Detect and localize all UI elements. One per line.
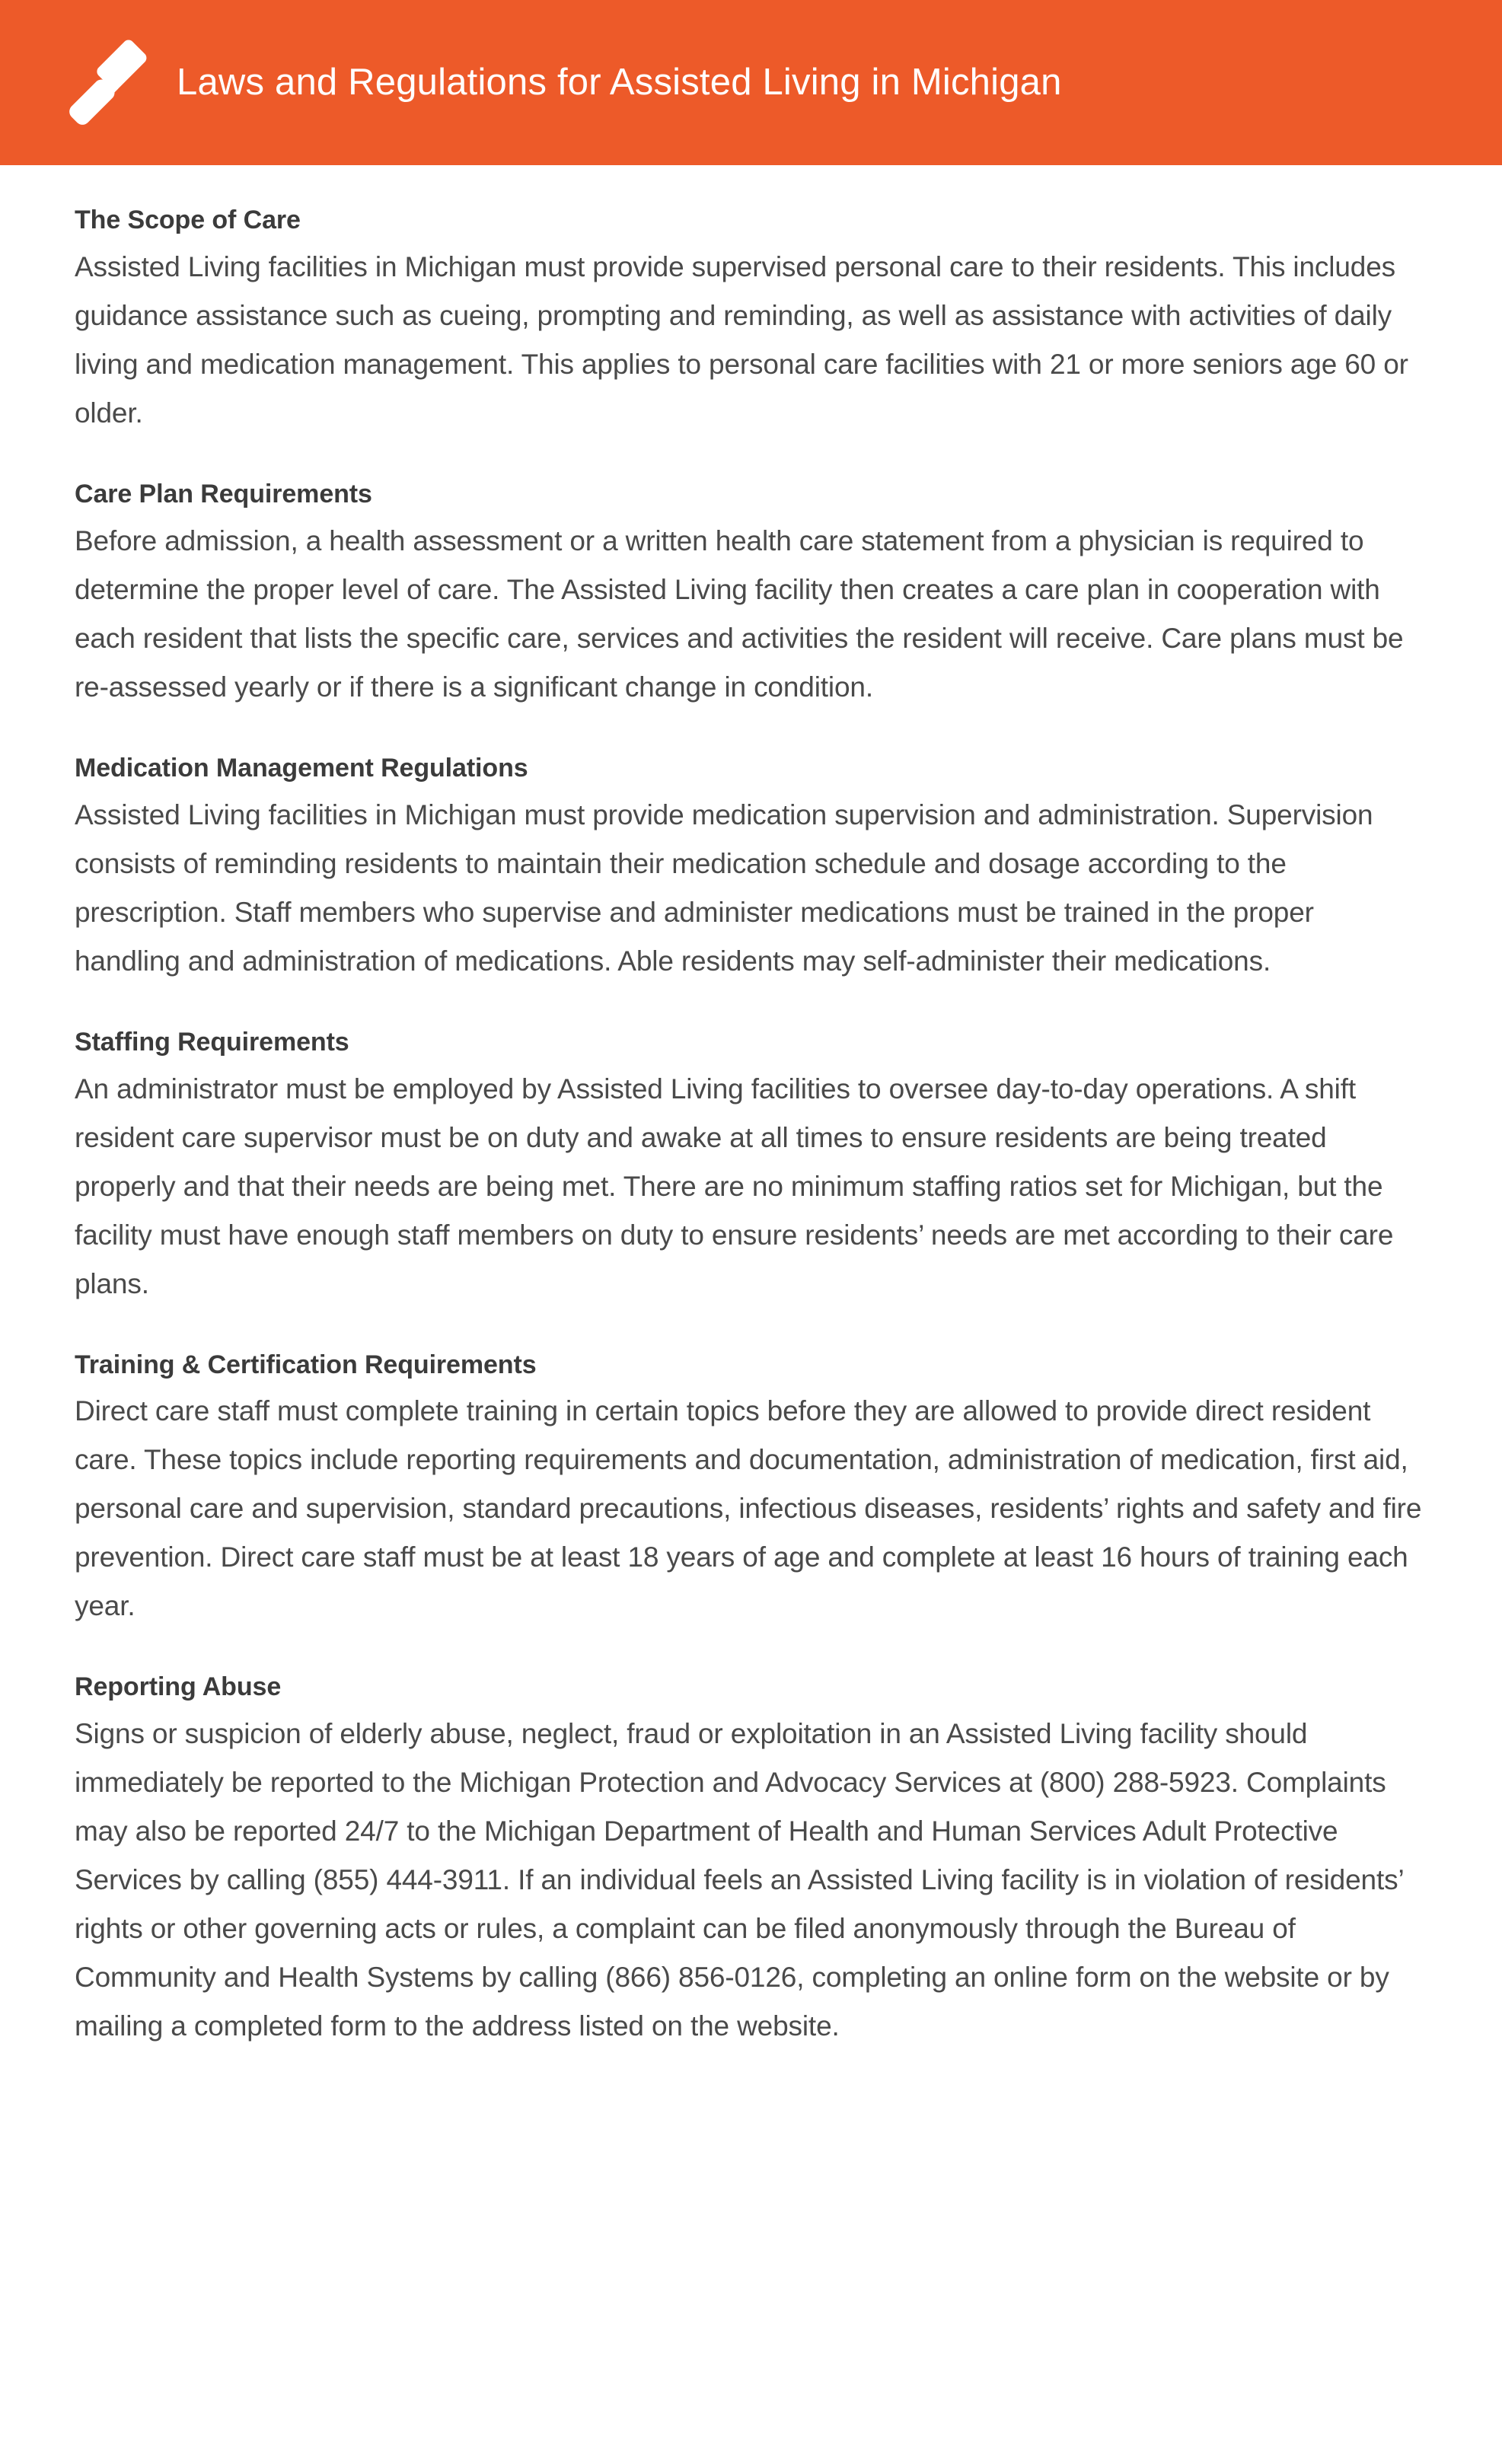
section-staffing-requirements <box>75 1025 1426 1309</box>
page-title: Laws and Regulations for Assisted Living in Michigan <box>177 61 1062 103</box>
section-heading: Training & Certification Requirements <box>75 1350 537 1379</box>
section-body: Assisted Living facilities in Michigan must provide supervised personal care to their residents. This includes guidance assistance such as cueing, prompting and reminding, as well as assistance with activities of daily living and medication management. This applies to personal care facilities with 21 or more seniors age 60 or older. <box>75 250 1408 429</box>
section-body: An administrator must be employed by Assisted Living facilities to oversee day-to-day operations. A shift resident care supervisor must be on duty and awake at all times to ensure residents are being treated properly and that their needs are being met. There are no minimum staffing ratios set for Michigan, but the facility must have enough staff members on duty to ensure residents’ needs are met according to their care plans. <box>75 1073 1394 1299</box>
section-body: Direct care staff must complete training in certain topics before they are allowed to provide direct resident care. These topics include reporting requirements and documentation, administration of medication, first aid, personal care and supervision, standard precautions, infectious diseases, residents’ rights and safety and fire prevention. Direct care staff must be at least 18 years of age and complete at least 16 hours of training each year. <box>75 1395 1422 1622</box>
gavel-icon <box>59 35 155 131</box>
section-heading: Medication Management Regulations <box>75 753 528 783</box>
section-body: Assisted Living facilities in Michigan must provide medication supervision and administration. Supervision consists of reminding residents to maintain their medication schedule and dosage according to the prescription. Staff members who supervise and administer medications must be trained in the proper handling and administration of medications. Able residents may self-administer their medications. <box>75 798 1373 977</box>
section-medication-management-regulations <box>75 751 1426 986</box>
section-heading: Care Plan Requirements <box>75 479 372 508</box>
section-heading: The Scope of Care <box>75 206 301 234</box>
section-training-certification-requirements <box>75 1348 1426 1631</box>
page-header <box>0 0 1502 165</box>
section-care-plan-requirements <box>75 477 1426 712</box>
article-content <box>0 165 1502 2051</box>
section-heading: Staffing Requirements <box>75 1027 349 1057</box>
section-scope-of-care <box>75 165 1426 438</box>
section-body: Signs or suspicion of elderly abuse, neglect, fraud or exploitation in an Assisted Living facility should immediately be reported to the Michigan Protection and Advocacy Services at (800) 288-5923. Complaints may also be reported 24/7 to the Michigan Department of Health and Human Services Adult Protective Services by calling (855) 444-3911. If an individual feels an Assisted Living facility is in violation of residents’ rights or other governing acts or rules, a complaint can be filed anonymously through the Bureau of Community and Health Systems by calling (866) 856-0126, completing an online form on the website or by mailing a completed form to the address listed on the website. <box>75 1718 1404 2042</box>
section-heading: Reporting Abuse <box>75 1672 282 1702</box>
section-reporting-abuse <box>75 1670 1426 2051</box>
section-body: Before admission, a health assessment or a written health care statement from a physician is required to determine the proper level of care. The Assisted Living facility then creates a care plan in cooperation with each resident that lists the specific care, services and activities the resident will receive. Care plans must be re-assessed yearly or if there is a significant change in condition. <box>75 524 1404 703</box>
